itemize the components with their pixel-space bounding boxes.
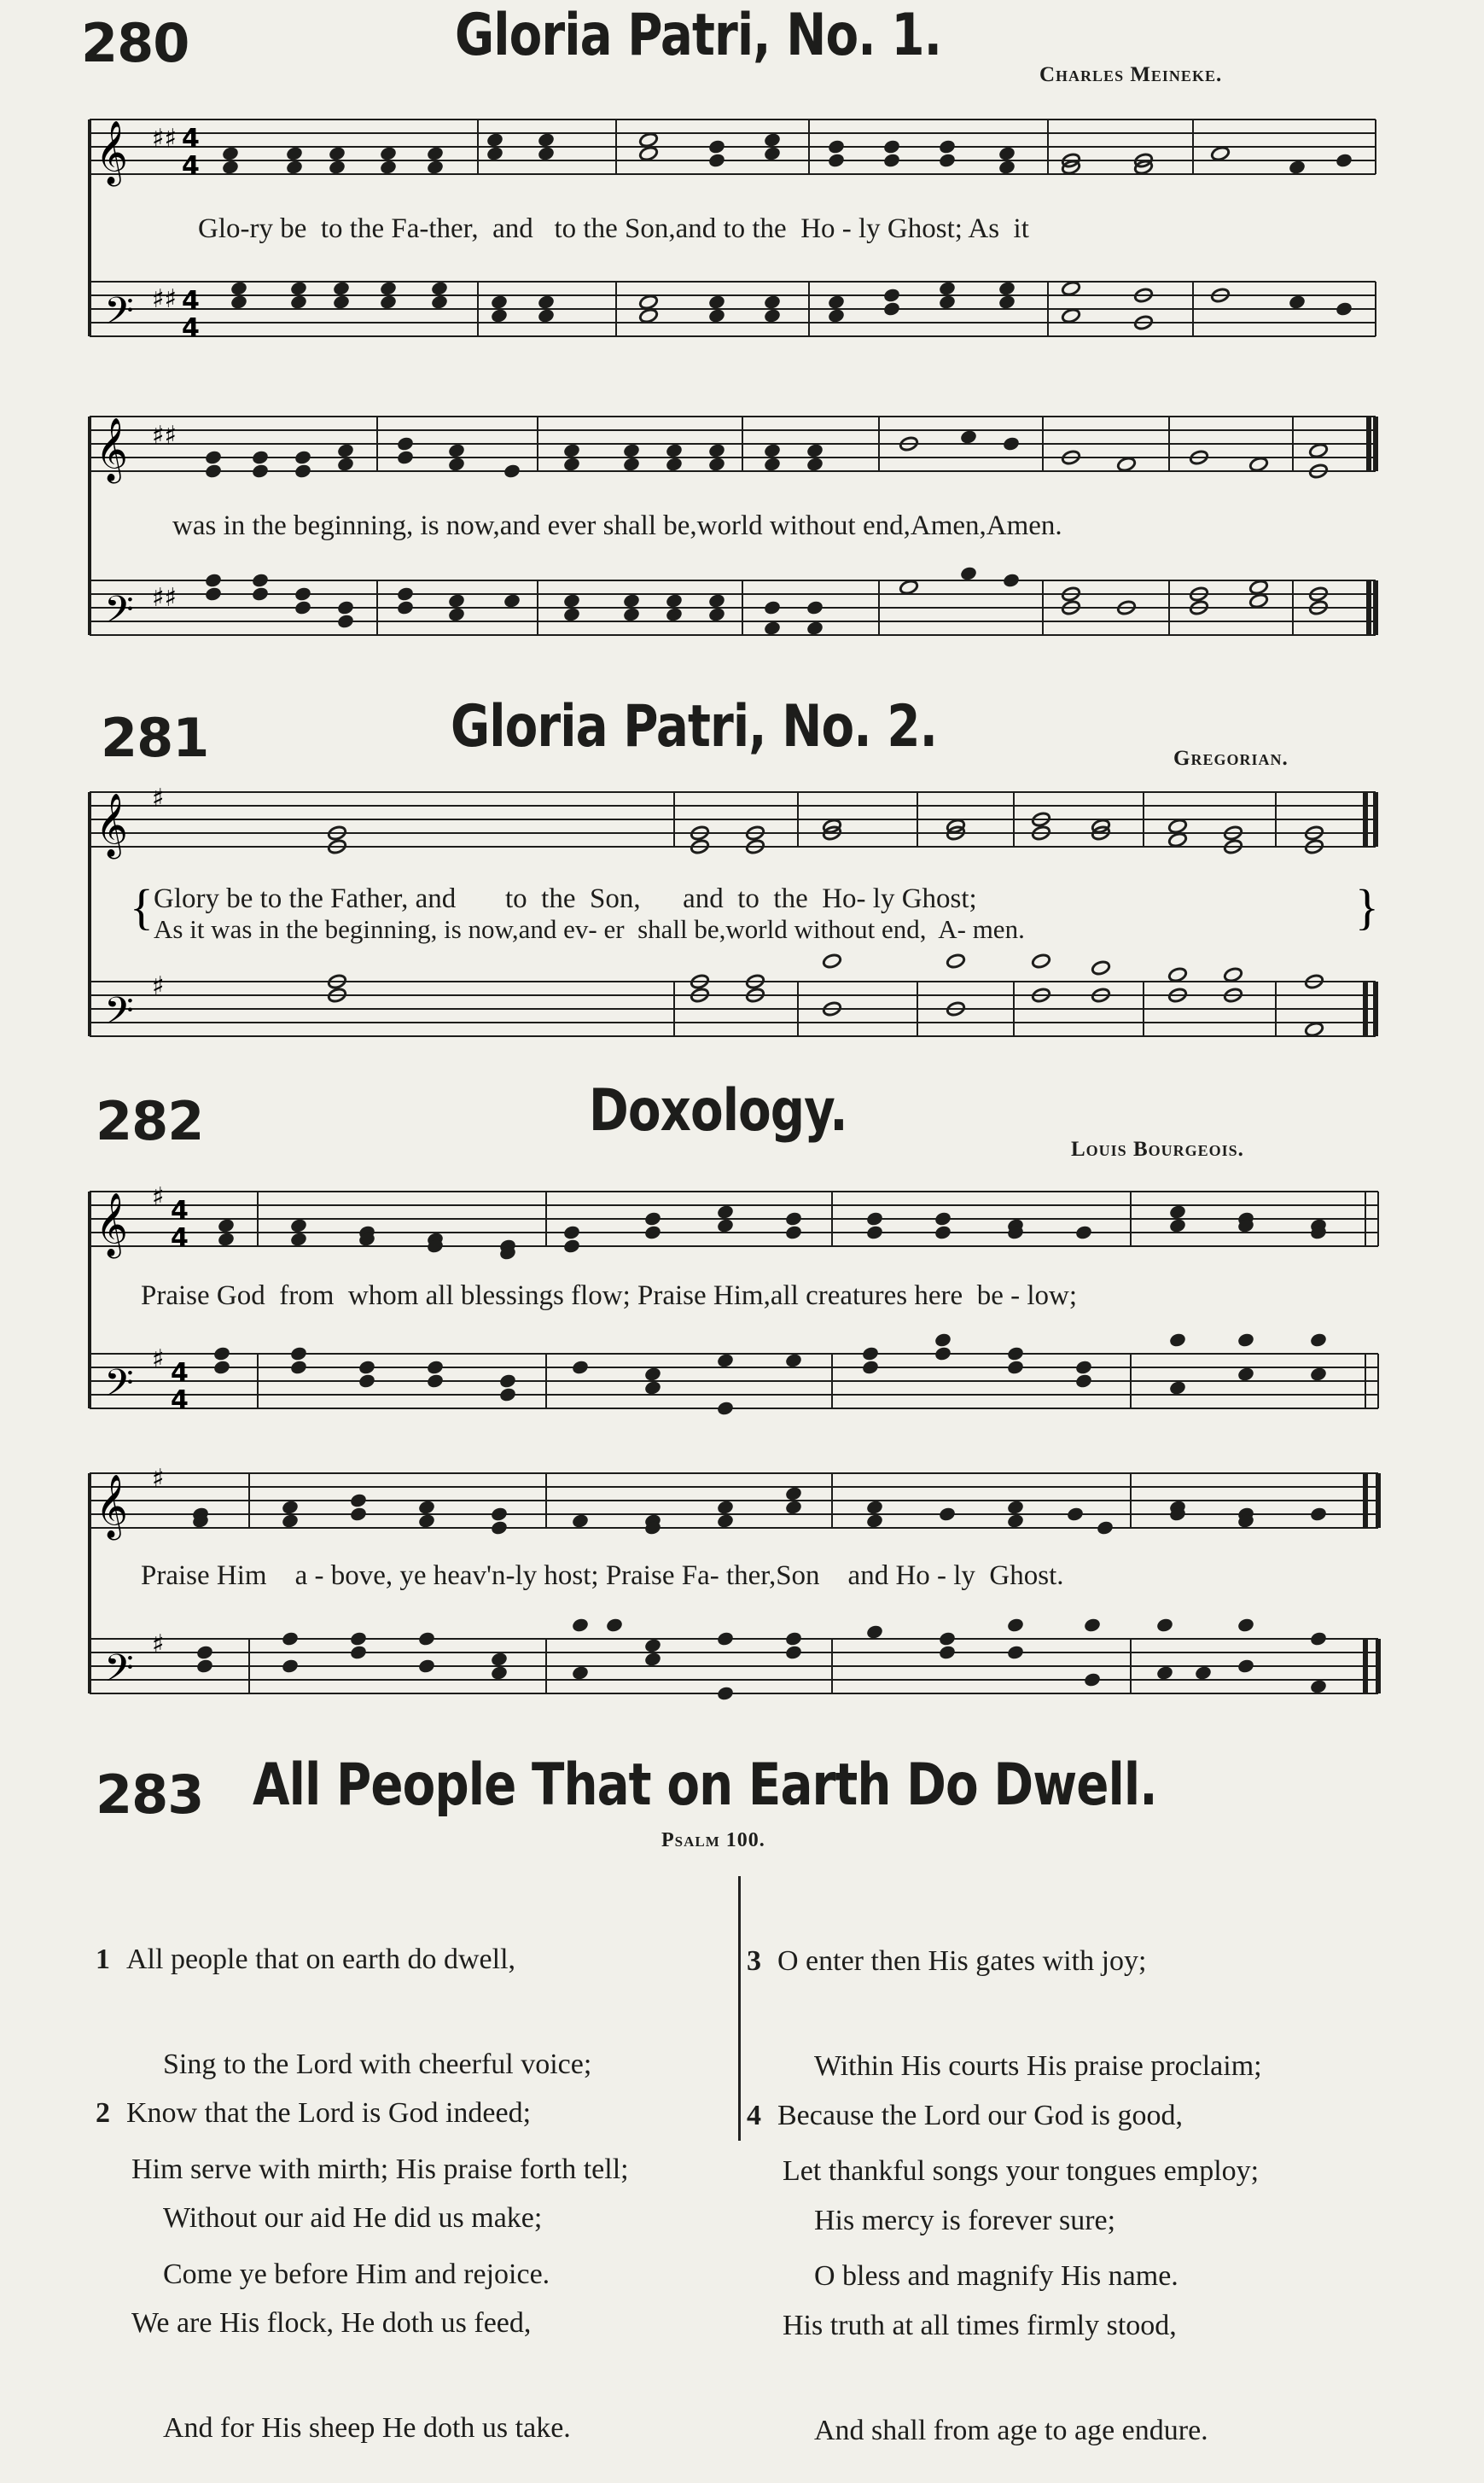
- svg-text:4: 4: [182, 286, 200, 316]
- svg-text:♯: ♯: [152, 1182, 165, 1212]
- stanza-line: O bless and magnify His name.: [814, 2260, 1178, 2292]
- stanza-line: Within His courts His praise proclaim;: [814, 2050, 1262, 2082]
- svg-text:♯: ♯: [152, 784, 165, 813]
- hymn-title-281: Gloria Patri, No. 2.: [451, 693, 938, 761]
- svg-text:4: 4: [171, 1223, 189, 1253]
- svg-text:4: 4: [171, 1358, 189, 1388]
- svg-text:4: 4: [182, 151, 200, 181]
- stanza-line: His truth at all times firmly stood,: [783, 2310, 1177, 2341]
- svg-text:𝄢: 𝄢: [104, 1361, 134, 1414]
- svg-text:4: 4: [182, 313, 200, 343]
- svg-text:4: 4: [182, 124, 200, 154]
- stanza-line: And shall from age to age endure.: [814, 2415, 1208, 2446]
- column-divider: [738, 1876, 741, 2141]
- source-283: Psalm 100.: [661, 1829, 765, 1851]
- hymn-number-280: 280: [81, 12, 189, 74]
- stanza-number: 3: [747, 1945, 761, 1977]
- bass-staff: [90, 282, 1376, 336]
- stanza-line: O enter then His gates with joy;: [777, 1945, 1147, 1977]
- svg-text:𝄞: 𝄞: [96, 1193, 128, 1256]
- stanza-line: Because the Lord our God is good,: [777, 2100, 1183, 2131]
- lyric-280-line1: Glo-ry be to the Fa-ther, and to the Son,and to the Ho - ly Ghost; As it: [198, 213, 1029, 244]
- lyric-281-line2: As it was in the beginning, is now,and ev- er shall be,world without end, A- men.: [154, 914, 1025, 944]
- composer-281: Gregorian.: [1173, 747, 1289, 770]
- svg-text:♯: ♯: [152, 1344, 165, 1374]
- hymn-title-282: Doxology.: [589, 1077, 847, 1145]
- stanza-line: All people that on earth do dwell,: [126, 1944, 516, 1975]
- svg-text:𝄢: 𝄢: [104, 1646, 134, 1699]
- stanza-number: 2: [96, 2097, 110, 2129]
- stanza-line: And for His sheep He doth us take.: [163, 2412, 571, 2444]
- svg-text:♯♯: ♯♯: [152, 583, 177, 613]
- stanza-4: [747, 2028, 1208, 2483]
- svg-text:{: {: [130, 879, 154, 935]
- svg-text:♯: ♯: [152, 1464, 165, 1494]
- svg-text:♯♯: ♯♯: [152, 124, 177, 154]
- stanza-line: We are His flock, He doth us feed,: [131, 2307, 532, 2339]
- svg-text:4: 4: [171, 1385, 189, 1415]
- composer-280: Charles Meineke.: [1039, 63, 1223, 86]
- svg-text:♯: ♯: [152, 971, 165, 1001]
- treble-staff: [90, 119, 1376, 174]
- composer-282: Louis Bourgeois.: [1071, 1138, 1244, 1161]
- svg-text:♯♯: ♯♯: [152, 421, 177, 451]
- stanza-number: 1: [96, 1944, 110, 1975]
- lyric-282-line2: Praise Him a - bove, ye heav'n-ly host; Praise Fa- ther,Son and Ho - ly Ghost.: [141, 1560, 1064, 1591]
- svg-text:♯: ♯: [152, 1629, 165, 1659]
- svg-text:4: 4: [171, 1196, 189, 1226]
- hymn-title-280: Gloria Patri, No. 1.: [455, 2, 942, 69]
- lyric-281-line1: Glory be to the Father, and to the Son, and to the Ho- ly Ghost;: [154, 883, 977, 914]
- stanza-line: Come ye before Him and rejoice.: [163, 2259, 550, 2290]
- stanza-line: Sing to the Lord with cheerful voice;: [163, 2049, 592, 2080]
- stanza-2: [96, 2025, 571, 2480]
- svg-text:𝄢: 𝄢: [104, 587, 134, 641]
- svg-text:}: }: [1355, 879, 1379, 935]
- svg-text:𝄞: 𝄞: [96, 1475, 128, 1538]
- treble-clef-icon: 𝄞: [96, 121, 128, 184]
- bass-clef-icon: 𝄢: [104, 289, 134, 342]
- lyric-280-line2: was in the beginning, is now,and ever shall be,world without end,Amen,Amen.: [172, 510, 1062, 541]
- stanza-line: Know that the Lord is God indeed;: [126, 2097, 532, 2129]
- stanza-line: His mercy is forever sure;: [814, 2205, 1116, 2236]
- svg-text:♯♯: ♯♯: [152, 284, 177, 314]
- notes-282-2: [191, 1485, 1328, 1701]
- hymn-number-283: 283: [96, 1763, 204, 1826]
- stanza-number: 4: [747, 2100, 761, 2131]
- svg-text:𝄞: 𝄞: [96, 794, 128, 857]
- hymn-number-281: 281: [101, 707, 209, 769]
- lyric-282-line1: Praise God from whom all blessings flow; Praise Him,all creatures here be - low;: [141, 1280, 1077, 1311]
- stanza-line: Without our aid He did us make;: [163, 2202, 543, 2234]
- stanza-line: Him serve with mirth; His praise forth tell;: [131, 2154, 629, 2185]
- svg-text:𝄞: 𝄞: [96, 418, 128, 481]
- stanza-line: Let thankful songs your tongues employ;: [783, 2155, 1260, 2187]
- svg-text:𝄢: 𝄢: [104, 988, 134, 1042]
- hymn-title-283: All People That on Earth Do Dwell.: [253, 1752, 1157, 1819]
- hymn-number-282: 282: [96, 1090, 204, 1152]
